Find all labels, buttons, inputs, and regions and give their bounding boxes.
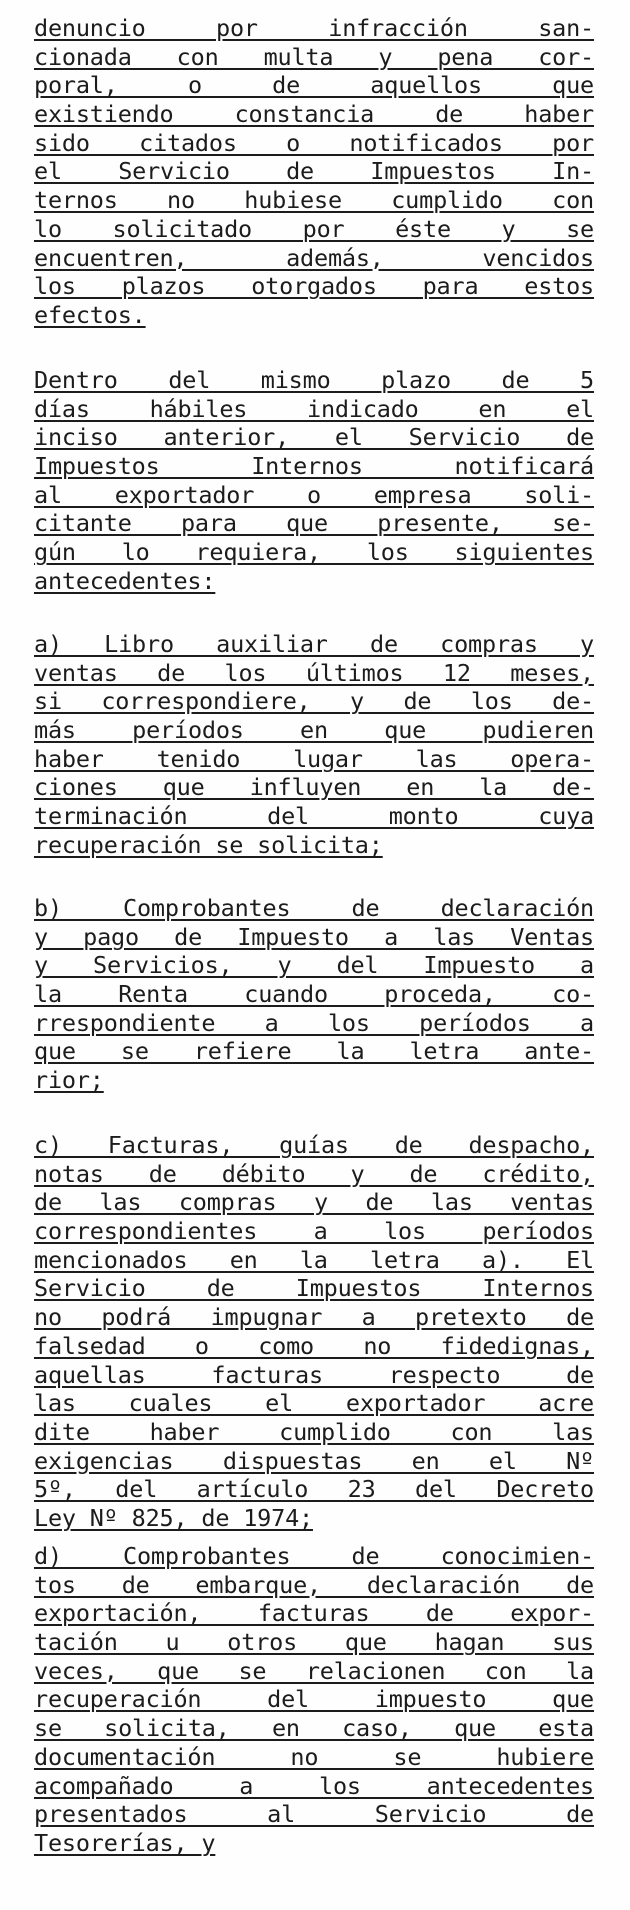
- text-line: y Servicios, y del Impuesto a: [34, 951, 594, 980]
- text-line: encuentren, además, vencidos: [34, 243, 594, 272]
- text-line: al exportador o empresa soli-: [34, 480, 594, 509]
- text-line: que se refiere la letra ante-: [34, 1037, 594, 1066]
- text-line: citante para que presente, se-: [34, 509, 594, 538]
- text-line: las cuales el exportador acre: [34, 1389, 594, 1418]
- text-line: mencionados en la letra a). El: [34, 1245, 594, 1274]
- text-line: c) Facturas, guías de despacho,: [34, 1131, 594, 1159]
- text-line: los plazos otorgados para estos: [34, 272, 594, 301]
- text-line: haber tenido lugar las opera-: [34, 744, 594, 773]
- text-line: Impuestos Internos notificará: [34, 452, 594, 481]
- text-line: sido citados o notificados por: [34, 128, 594, 157]
- text-line: correspondientes a los períodos: [34, 1217, 594, 1246]
- text-line: Ley Nº 825, de 1974;: [34, 1503, 313, 1532]
- text-line: no podrá impugnar a pretexto de: [34, 1303, 594, 1332]
- text-line: rrespondiente a los períodos a: [34, 1008, 594, 1037]
- text-line: poral, o de aquellos que: [34, 71, 594, 100]
- text-line: d) Comprobantes de conocimien-: [34, 1542, 594, 1570]
- text-line: recuperación del impuesto que: [34, 1685, 594, 1714]
- text-line: de las compras y de las ventas: [34, 1188, 594, 1217]
- text-line: 5º, del artículo 23 del Decreto: [34, 1475, 594, 1504]
- text-line: tos de embarque, declaración de: [34, 1570, 594, 1599]
- paragraph-infraccion: [34, 14, 594, 330]
- text-line: ciones que influyen en la de-: [34, 773, 594, 802]
- text-line: existiendo constancia de haber: [34, 100, 594, 129]
- text-line: exportación, facturas de expor-: [34, 1599, 594, 1628]
- text-line: el Servicio de Impuestos In-: [34, 157, 594, 186]
- text-line: denuncio por infracción san-: [34, 14, 594, 42]
- text-line: inciso anterior, el Servicio de: [34, 423, 594, 452]
- text-line: Tesorerías, y: [34, 1828, 216, 1857]
- item-c-facturas: [34, 1131, 594, 1533]
- text-line: la Renta cuando proceda, co-: [34, 980, 594, 1009]
- text-line: días hábiles indicado en el: [34, 394, 594, 423]
- text-line: si correspondiere, y de los de-: [34, 687, 594, 716]
- text-line: antecedentes:: [34, 566, 216, 595]
- text-line: a) Libro auxiliar de compras y: [34, 630, 594, 658]
- paragraph-dentro-del-plazo: [34, 366, 594, 596]
- text-line: tación u otros que hagan sus: [34, 1628, 594, 1657]
- text-line: efectos.: [34, 300, 146, 329]
- item-a-libro-auxiliar: [34, 630, 594, 860]
- text-line: gún lo requiera, los siguientes: [34, 538, 594, 567]
- text-line: presentados al Servicio de: [34, 1800, 594, 1829]
- text-line: acompañado a los antecedentes: [34, 1771, 594, 1800]
- text-line: veces, que se relacionen con la: [34, 1656, 594, 1685]
- text-line: ventas de los últimos 12 meses,: [34, 658, 594, 687]
- text-line: terminación del monto cuya: [34, 802, 594, 831]
- text-line: documentación no se hubiere: [34, 1742, 594, 1771]
- text-line: dite haber cumplido con las: [34, 1417, 594, 1446]
- item-d-conocimientos-embarque: [34, 1542, 594, 1858]
- text-line: Dentro del mismo plazo de 5: [34, 366, 594, 394]
- text-line: recuperación se solicita;: [34, 830, 383, 859]
- text-line: rior;: [34, 1066, 104, 1095]
- text-line: aquellas facturas respecto de: [34, 1360, 594, 1389]
- text-line: cionada con multa y pena cor-: [34, 42, 594, 71]
- text-line: Servicio de Impuestos Internos: [34, 1274, 594, 1303]
- text-line: ternos no hubiese cumplido con: [34, 186, 594, 215]
- text-line: falsedad o como no fidedignas,: [34, 1331, 594, 1360]
- text-line: y pago de Impuesto a las Ventas: [34, 922, 594, 951]
- text-line: notas de débito y de crédito,: [34, 1159, 594, 1188]
- text-line: lo solicitado por éste y se: [34, 214, 594, 243]
- text-line: exigencias dispuestas en el Nº: [34, 1446, 594, 1475]
- text-line: se solicita, en caso, que esta: [34, 1714, 594, 1743]
- item-b-comprobantes-declaracion: [34, 894, 594, 1095]
- text-line: b) Comprobantes de declaración: [34, 894, 594, 922]
- text-line: más períodos en que pudieren: [34, 716, 594, 745]
